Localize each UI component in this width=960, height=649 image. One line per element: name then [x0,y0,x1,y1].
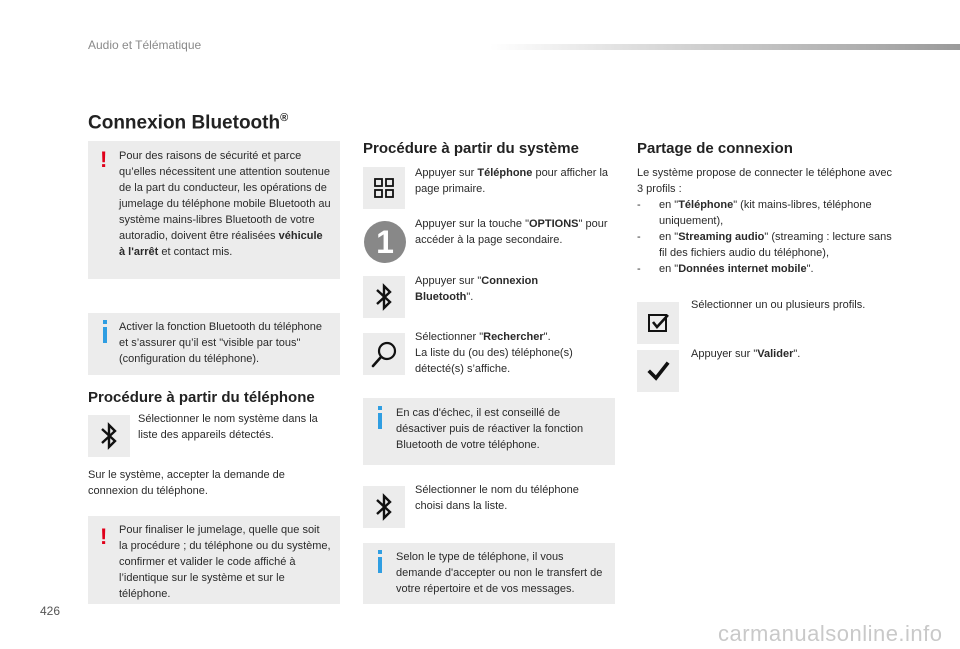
info-text-failure: En cas d'échec, il est conseillé de désactiver puis de réactiver la fonction Bluetooth de votre téléphone. [396,407,584,451]
page-number: 426 [40,604,61,618]
bluetooth-icon [88,415,130,457]
info-box-transfer [363,543,615,604]
search-icon [363,333,405,375]
section-title: Audio et Télématique [88,38,202,52]
bluetooth-icon [363,486,405,528]
step-press-validate-post: ". [793,348,801,360]
bluetooth-icon [363,276,405,318]
profile-pre: en " [659,199,679,211]
warning-text-prefix: Pour des raisons de sécurité et parce qu’elles nécessitent une attention soutenue de la part du conducteur, les opérations de jumelage du téléphone mobile Bluetooth au système mains-libres Bluetooth de votre autoradio, doivent être réalisées [119,150,331,242]
list-dash: - [637,263,641,275]
step-press-options-post: " pour accéder à la page secondaire. [415,218,608,246]
watermark: carmanualsonline.info [718,621,943,646]
step-select-phone-name: Sélectionner le nom du téléphone choisi dans la liste. [415,484,579,512]
profile-post: " (streaming : lecture sans fil des fichiers audio du téléphone), [659,231,892,259]
warning-icon: ! [100,147,108,172]
heading-connection-sharing: Partage de connexion [637,140,793,157]
warning-icon: ! [100,524,108,549]
warning-box-safety [88,141,340,279]
warning-text-pairing: Pour finaliser le jumelage, quelle que soit la procédure ; du téléphone ou du système, confirmer et valider le code affiché à l’identique sur le système et sur le téléphone. [119,524,331,600]
step-select-search-line2: La liste du (ou des) téléphone(s) détecté(s) s’affiche. [415,347,573,375]
paragraph-accept-connection: Sur le système, accepter la demande de connexion du téléphone. [88,469,285,497]
step-select-search-bold: Rechercher [483,331,544,343]
step-press-options [415,216,620,248]
page-title-text: Connexion Bluetooth [88,112,281,134]
number-one-label: 1 [376,224,394,260]
step-press-bluetooth-connection [415,273,585,305]
info-text-transfer: Selon le type de téléphone, il vous demande d'accepter ou non le transfert de votre répertoire et de vos messages. [396,551,603,595]
info-text-visibility: Activer la fonction Bluetooth du téléphone et s’assurer qu’il est "visible par tous" (configuration du téléphone). [119,321,323,365]
page-title [88,112,288,134]
warning-text-suffix: et contact mis. [158,246,233,258]
info-icon [103,327,107,343]
step-press-validate [691,346,896,362]
step-press-telephone [415,165,620,197]
registered-mark: ® [280,112,289,124]
step-press-validate-bold: Valider [757,348,794,360]
step-press-telephone-post: pour afficher la page primaire. [415,167,609,195]
profile-post: " (kit mains-libres, téléphone uniquement), [659,199,872,227]
profile-pre: en " [659,263,679,275]
profile-list [637,197,897,277]
info-box-failure [363,398,615,465]
step-select-search [415,329,620,377]
step-press-telephone-bold: Téléphone [477,167,533,179]
step-select-search-pre: Sélectionner " [415,331,484,343]
step-press-telephone-pre: Appuyer sur [415,167,478,179]
checkbox-icon [637,302,679,344]
heading-phone-procedure: Procédure à partir du téléphone [88,389,315,406]
info-icon [378,557,382,573]
list-item [637,229,897,261]
step-press-bluetooth-pre: Appuyer sur " [415,275,482,287]
profile-pre: en " [659,231,679,243]
list-dash: - [637,199,641,211]
header-rule [490,44,960,50]
list-dash: - [637,231,641,243]
step-press-validate-pre: Appuyer sur " [691,348,758,360]
profile-post: ". [806,263,814,275]
step-press-options-pre: Appuyer sur la touche " [415,218,529,230]
number-one-icon [364,221,406,263]
step-select-search-post: ". [543,331,551,343]
list-item [637,261,897,277]
step-press-bluetooth-post: ". [466,291,474,303]
warning-text-bold: véhicule à l'arrêt [119,230,323,258]
list-item [637,197,897,229]
sharing-intro: Le système propose de connecter le téléphone avec 3 profils : [637,167,892,195]
step-press-options-bold: OPTIONS [528,218,579,230]
step-select-profiles: Sélectionner un ou plusieurs profils. [691,299,866,311]
warning-box-pairing [88,516,340,604]
grid-icon [363,167,405,209]
heading-system-procedure: Procédure à partir du système [363,140,579,157]
warning-text-safety [119,148,331,260]
info-icon [378,413,382,429]
step-select-system-name: Sélectionner le nom système dans la liste des appareils détectés. [138,413,318,441]
profile-bold: Données internet mobile [678,263,807,275]
profile-bold: Téléphone [678,199,734,211]
profile-bold: Streaming audio [678,231,765,243]
step-press-bluetooth-bold: Connexion Bluetooth [415,275,539,303]
checkmark-icon [637,350,679,392]
info-box-visibility [88,313,340,375]
